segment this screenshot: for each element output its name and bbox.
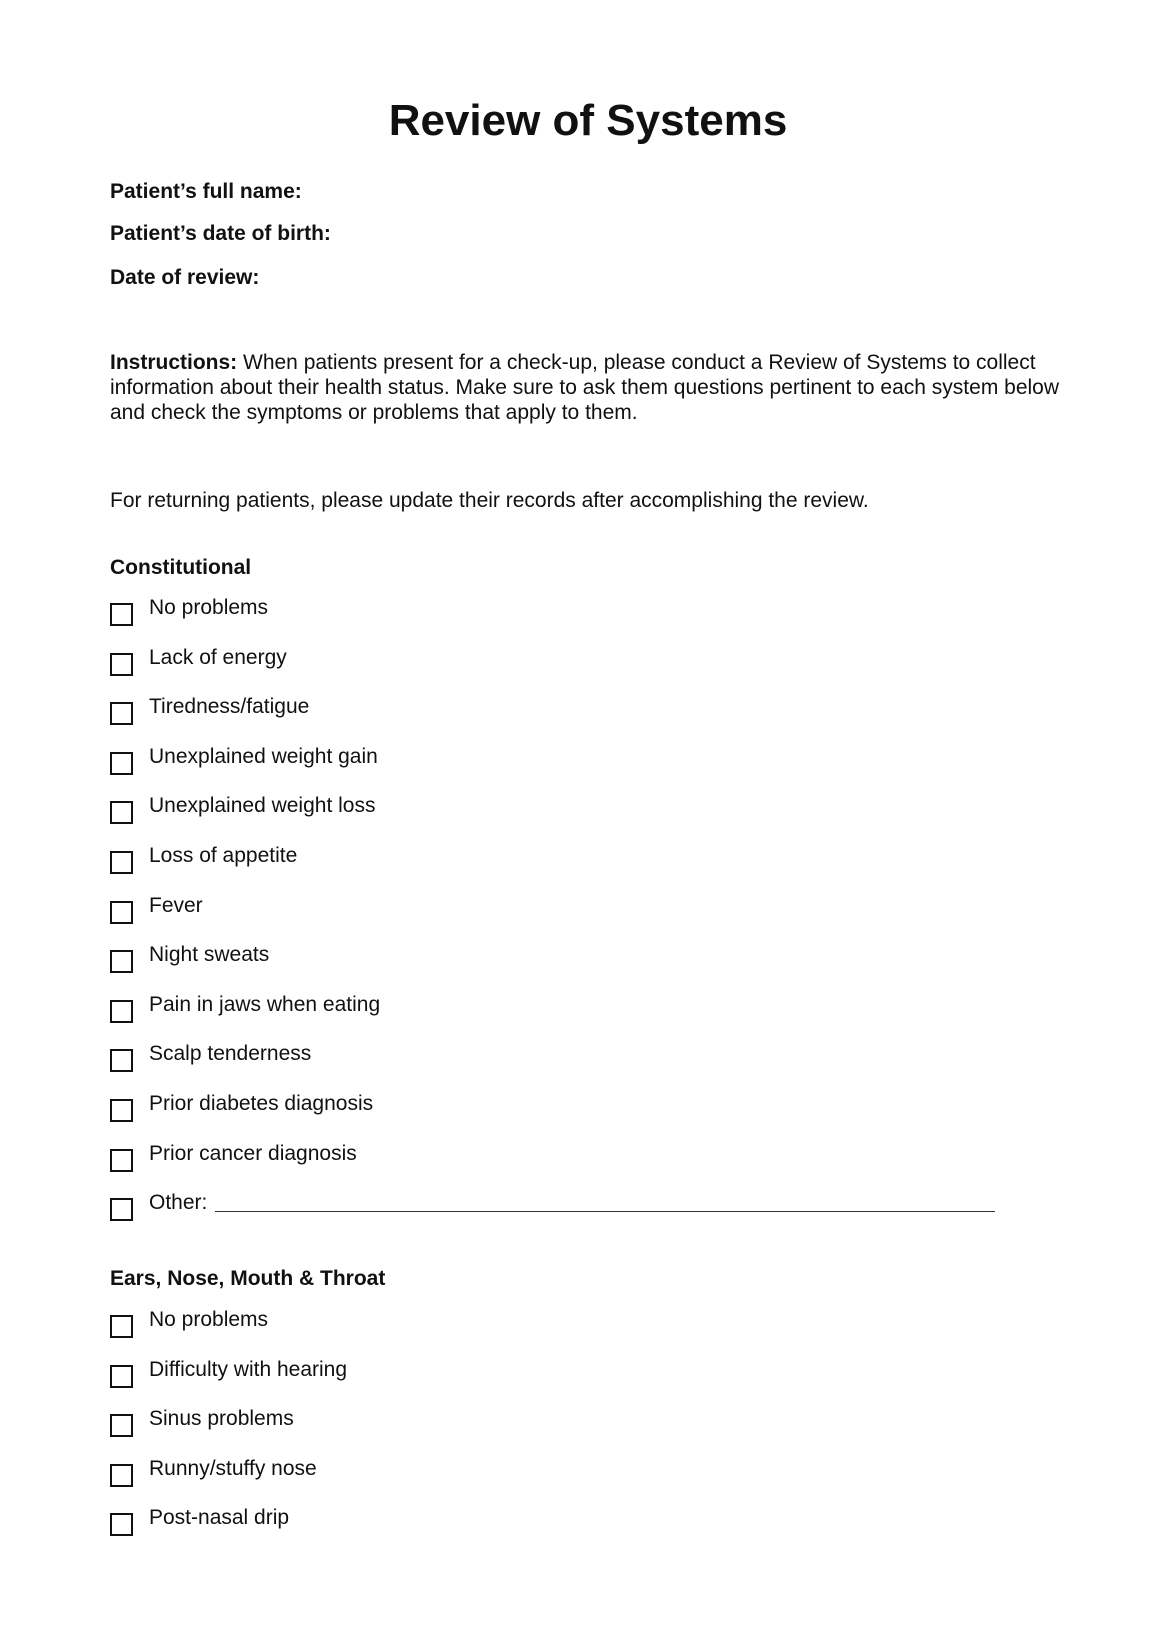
instructions (110, 350, 1060, 425)
checkbox[interactable] (110, 653, 133, 676)
checkbox[interactable] (110, 801, 133, 824)
checklist-item-label: No problems (149, 1308, 269, 1331)
checklist-item-label: Sinus problems (149, 1407, 294, 1431)
checkbox[interactable] (110, 901, 133, 924)
checklist-item-label: No problems (149, 596, 269, 619)
checkbox[interactable] (110, 851, 133, 874)
checklist-item[interactable] (110, 993, 995, 1043)
checkbox[interactable] (110, 1149, 133, 1172)
checklist-item[interactable] (110, 844, 995, 894)
checklist-item[interactable] (110, 1457, 347, 1507)
checklist-item[interactable] (110, 695, 995, 745)
checklist-item[interactable] (110, 1506, 347, 1556)
checklist-item-label: Post-nasal drip (149, 1506, 290, 1530)
returning-note: For returning patients, please update their records after accomplishing the review. (110, 489, 869, 512)
review-date-field[interactable]: Date of review: (110, 266, 260, 289)
constitutional-list (110, 596, 995, 1241)
other-input-line[interactable] (215, 1191, 995, 1212)
dob-field[interactable]: Patient’s date of birth: (110, 222, 331, 245)
checklist-item-label: Runny/stuffy nose (149, 1456, 317, 1480)
checklist-item[interactable] (110, 596, 995, 646)
instructions-label: Instructions: (110, 351, 238, 374)
checklist-item-label: Prior diabetes diagnosis (149, 1091, 374, 1115)
checklist-item[interactable] (110, 646, 995, 696)
checklist-item[interactable] (110, 1358, 347, 1408)
checklist-item-label: Fever (149, 893, 203, 917)
checklist-item[interactable] (110, 1407, 347, 1457)
checklist-item[interactable] (110, 745, 995, 795)
checkbox[interactable] (110, 1315, 133, 1338)
checkbox[interactable] (110, 1049, 133, 1072)
checkbox[interactable] (110, 752, 133, 775)
checklist-item-label: Prior cancer diagnosis (149, 1141, 357, 1165)
checklist-item[interactable] (110, 894, 995, 944)
checkbox[interactable] (110, 702, 133, 725)
checkbox[interactable] (110, 950, 133, 973)
checkbox[interactable] (110, 603, 133, 626)
checklist-item-label: Lack of energy (149, 645, 287, 669)
checklist-item-label: Difficulty with hearing (149, 1357, 348, 1381)
checkbox[interactable] (110, 1365, 133, 1388)
checklist-item-label: Other: (149, 1191, 208, 1215)
checklist-item[interactable] (110, 1042, 995, 1092)
checklist-item-label: Pain in jaws when eating (149, 992, 381, 1016)
checkbox[interactable] (110, 1513, 133, 1536)
checklist-item-label: Night sweats (149, 943, 270, 967)
section-heading-ent: Ears, Nose, Mouth & Throat (110, 1267, 386, 1290)
full-name-field[interactable]: Patient’s full name: (110, 180, 302, 203)
checklist-item[interactable] (110, 794, 995, 844)
instructions-text: When patients present for a check-up, please conduct a Review of Systems to collect information about their health status. Make sure to ask them questions pertinent to each system below and check the symptoms or problems that apply to them. (110, 351, 1060, 424)
checkbox[interactable] (110, 1414, 133, 1437)
checkbox[interactable] (110, 1099, 133, 1122)
checklist-item-label: Unexplained weight loss (149, 794, 376, 818)
checklist-item[interactable] (110, 1308, 347, 1358)
checklist-item-label: Scalp tenderness (149, 1042, 312, 1066)
checklist-item-label: Loss of appetite (149, 843, 298, 867)
checklist-item[interactable] (110, 1191, 995, 1241)
checklist-item[interactable] (110, 943, 995, 993)
checklist-item[interactable] (110, 1142, 995, 1192)
section-heading-constitutional: Constitutional (110, 556, 252, 579)
checkbox[interactable] (110, 1000, 133, 1023)
checkbox[interactable] (110, 1198, 133, 1221)
checkbox[interactable] (110, 1464, 133, 1487)
checklist-item[interactable] (110, 1092, 995, 1142)
checklist-item-label: Unexplained weight gain (149, 744, 378, 768)
checklist-item-label: Tiredness/fatigue (149, 695, 310, 719)
ent-list (110, 1308, 347, 1556)
page-title: Review of Systems (388, 96, 788, 145)
